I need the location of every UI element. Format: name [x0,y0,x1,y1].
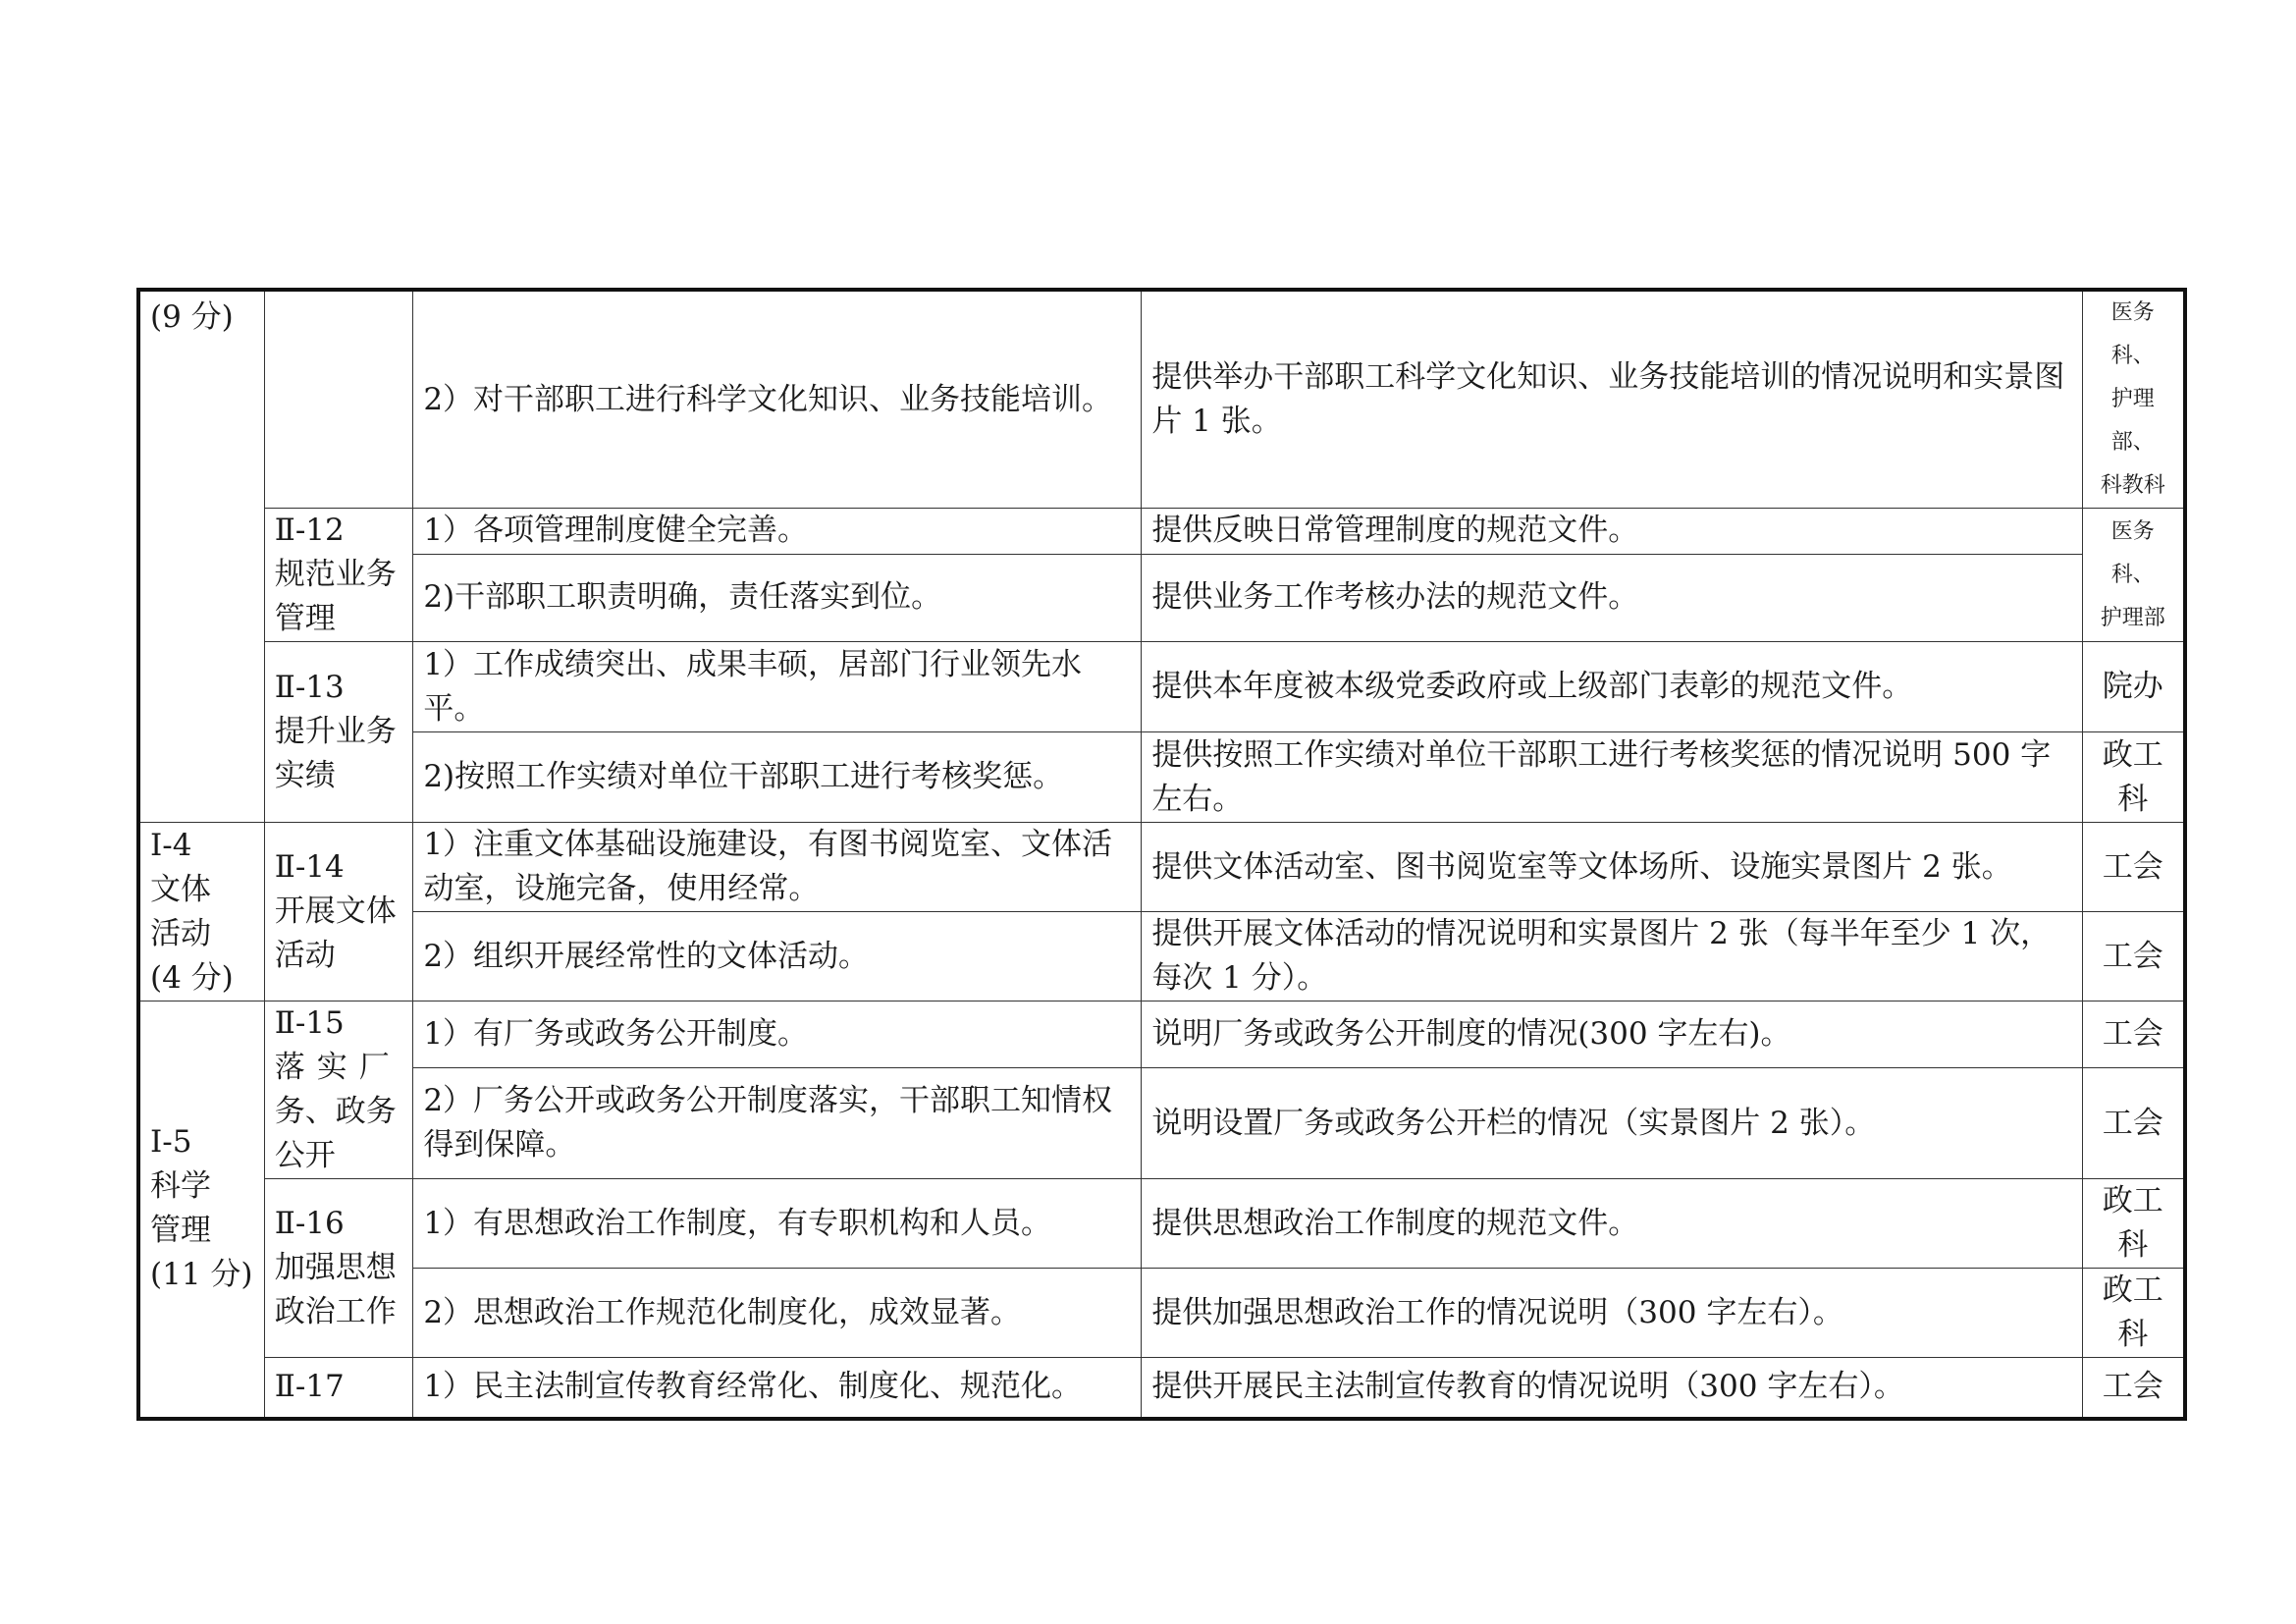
department-cell: 工会 [2082,823,2185,912]
evidence-cell: 提供反映日常管理制度的规范文件。 [1142,509,2082,555]
evidence-cell: 说明厂务或政务公开制度的情况(300 字左右)。 [1142,1001,2082,1068]
requirement-cell: 1）各项管理制度健全完善。 [413,509,1142,555]
evidence-cell: 提供按照工作实绩对单位干部职工进行考核奖惩的情况说明 500 字左右。 [1142,732,2082,823]
department-cell: 工会 [2082,1068,2185,1179]
evidence-cell: 提供加强思想政治工作的情况说明（300 字左右）。 [1142,1269,2082,1358]
table-row [138,290,2185,509]
requirement-cell: 2)按照工作实绩对单位干部职工进行考核奖惩。 [413,732,1142,823]
department-cell: 政工 科 [2082,732,2185,823]
department-cell: 医务科、 护理部、 科教科 [2082,290,2185,509]
department-cell: 工会 [2082,1358,2185,1419]
evidence-cell: 提供业务工作考核办法的规范文件。 [1142,554,2082,641]
department-cell: 工会 [2082,912,2185,1001]
subcategory-cell: Ⅱ-15 落实厂 务、政务 公开 [264,1001,413,1179]
department-cell: 院办 [2082,642,2185,732]
table-row [138,732,2185,823]
table-row [138,642,2185,732]
table-row [138,1358,2185,1419]
department-cell: 政工 科 [2082,1269,2185,1358]
requirement-cell: 1）民主法制宣传教育经常化、制度化、规范化。 [413,1358,1142,1419]
subcategory-cell: Ⅱ-17 [264,1358,413,1419]
evidence-cell: 提供思想政治工作制度的规范文件。 [1142,1179,2082,1269]
table-row [138,823,2185,912]
requirement-cell: 2）厂务公开或政务公开制度落实，干部职工知情权得到保障。 [413,1068,1142,1179]
department-cell: 政工 科 [2082,1179,2185,1269]
requirement-cell: 2）对干部职工进行科学文化知识、业务技能培训。 [413,290,1142,509]
department-cell: 工会 [2082,1001,2185,1068]
requirement-cell: 2）组织开展经常性的文体活动。 [413,912,1142,1001]
evidence-cell: 提供文体活动室、图书阅览室等文体场所、设施实景图片 2 张。 [1142,823,2082,912]
table-row [138,1269,2185,1358]
subcategory-cell: Ⅱ-16 加强思想 政治工作 [264,1179,413,1358]
subcategory-cell [264,290,413,509]
table-row [138,554,2185,641]
evaluation-table [136,288,2187,1421]
category-cell: Ⅰ-5 科学 管理 (11 分) [138,1001,264,1419]
requirement-cell: 2）思想政治工作规范化制度化，成效显著。 [413,1269,1142,1358]
requirement-cell: 1）工作成绩突出、成果丰硕，居部门行业领先水平。 [413,642,1142,732]
department-cell: 医务科、 护理部 [2082,509,2185,642]
evidence-cell: 提供本年度被本级党委政府或上级部门表彰的规范文件。 [1142,642,2082,732]
requirement-cell: 2)干部职工职责明确，责任落实到位。 [413,554,1142,641]
evidence-cell: 提供举办干部职工科学文化知识、业务技能培训的情况说明和实景图片 1 张。 [1142,290,2082,509]
category-cell: (9 分) [138,290,264,823]
evidence-cell: 说明设置厂务或政务公开栏的情况（实景图片 2 张）。 [1142,1068,2082,1179]
requirement-cell: 1）有厂务或政务公开制度。 [413,1001,1142,1068]
subcategory-cell: Ⅱ-14 开展文体 活动 [264,823,413,1001]
table-row [138,1179,2185,1269]
table-row [138,912,2185,1001]
subcategory-cell: Ⅱ-12 规范业务 管理 [264,509,413,642]
table-row [138,1001,2185,1068]
requirement-cell: 1）注重文体基础设施建设，有图书阅览室、文体活动室，设施完备，使用经常。 [413,823,1142,912]
table-row [138,509,2185,555]
requirement-cell: 1）有思想政治工作制度，有专职机构和人员。 [413,1179,1142,1269]
evidence-cell: 提供开展民主法制宣传教育的情况说明（300 字左右）。 [1142,1358,2082,1419]
subcategory-cell: Ⅱ-13 提升业务 实绩 [264,642,413,823]
category-cell: Ⅰ-4 文体 活动 (4 分) [138,823,264,1001]
table-row [138,1068,2185,1179]
evidence-cell: 提供开展文体活动的情况说明和实景图片 2 张（每半年至少 1 次，每次 1 分）。 [1142,912,2082,1001]
